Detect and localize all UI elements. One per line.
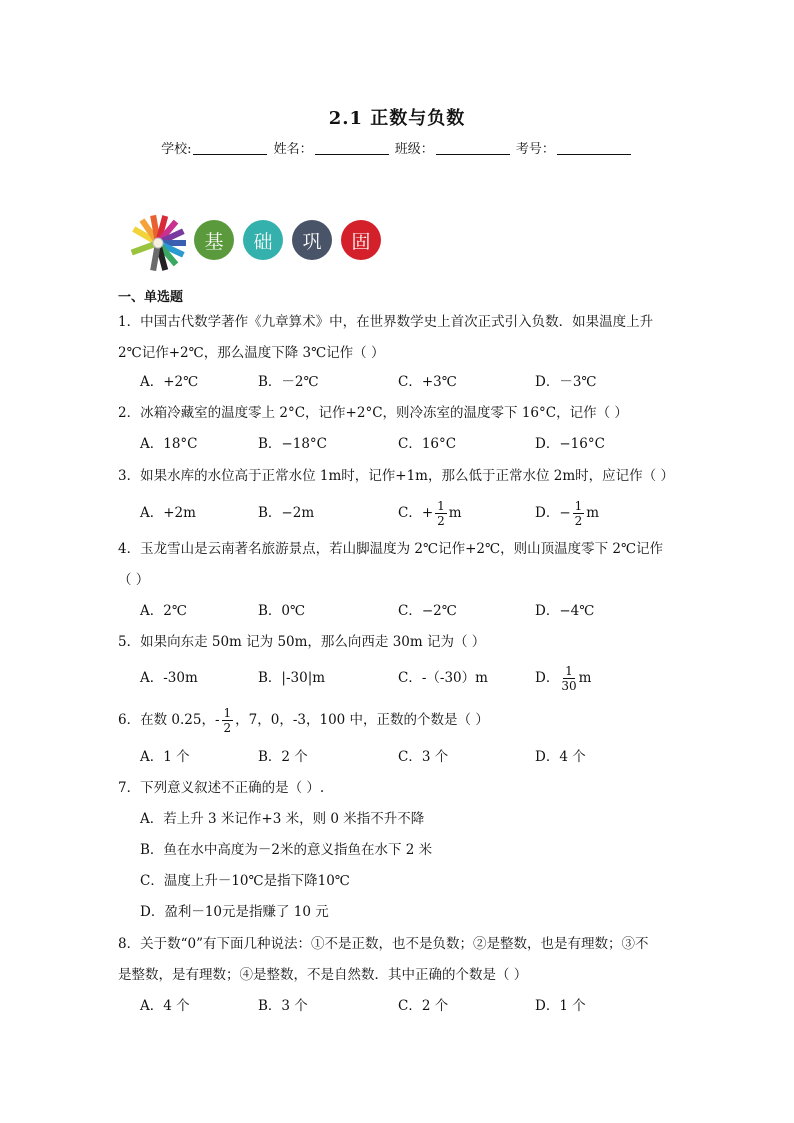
class-label: 班级： — [394, 142, 434, 157]
q4-option-a[interactable]: A．2℃ — [140, 603, 187, 619]
q2-option-a[interactable]: A．18°C — [140, 436, 198, 452]
q5-stem: 5．如果向东走 50m 记为 50m，那么向西走 30m 记为（ ） — [118, 634, 486, 650]
q8-option-c[interactable]: C．2 个 — [398, 998, 449, 1014]
q7-option-d[interactable]: D．盈利－10元是指赚了 10 元 — [140, 904, 329, 920]
student-info-line — [0, 138, 794, 157]
fraction-denominator: 2 — [574, 514, 583, 528]
foundation-banner — [128, 205, 390, 275]
q3-option-a[interactable]: A．+2m — [140, 505, 196, 521]
q7-option-a[interactable]: A．若上升 3 米记作+3 米，则 0 米指不升不降 — [140, 811, 425, 827]
q6-option-a[interactable]: A．1 个 — [140, 749, 190, 765]
q8-option-a[interactable]: A．4 个 — [140, 998, 190, 1014]
color-fan-icon — [128, 209, 190, 271]
fraction-denominator: 2 — [437, 514, 445, 528]
banner-char-2: 础 — [243, 220, 283, 260]
q4-option-d[interactable]: D．−4℃ — [535, 603, 595, 619]
q1-option-c[interactable]: C．+3℃ — [398, 374, 457, 390]
q3-option-c-prefix: C．+ — [398, 505, 434, 521]
fraction-numerator: 1 — [437, 499, 445, 513]
fraction-numerator: 1 — [565, 664, 573, 678]
q3-option-d-fraction — [573, 499, 585, 528]
q5-option-a[interactable]: A．-30m — [140, 670, 198, 686]
section-title: 一、单选题 — [118, 290, 184, 305]
q2-options — [140, 429, 680, 460]
name-label: 姓名： — [273, 142, 313, 157]
q7-option-b[interactable]: B．鱼在水中高度为－2米的意义指鱼在水下 2 米 — [140, 842, 433, 858]
q5-option-d-unit: m — [578, 670, 592, 686]
q1-stem-line2: 2℃记作+2℃，那么温度下降 3℃记作（ ） — [118, 345, 385, 361]
q5-option-d-fraction — [561, 664, 576, 693]
fraction-numerator: 1 — [223, 706, 232, 720]
q3-options — [140, 498, 680, 532]
q8-option-b[interactable]: B．3 个 — [258, 998, 308, 1014]
q3-stem: 3．如果水库的水位高于正常水位 1m时，记作+1m，那么低于正常水位 2m时，应记作（ ） — [118, 468, 674, 484]
fraction-denominator: 2 — [223, 721, 232, 735]
q7-option-c[interactable]: C．温度上升－10℃是指下降10℃ — [140, 873, 350, 889]
q5-option-d[interactable] — [535, 663, 591, 694]
q4-option-c[interactable]: C．−2℃ — [398, 603, 457, 619]
page-title: 2.1 正数与负数 — [328, 108, 466, 129]
q3-option-c-fraction — [435, 499, 447, 528]
q5-options — [140, 663, 680, 697]
q2-option-d[interactable]: D．−16°C — [535, 436, 605, 452]
q7-stem: 7．下列意义叙述不正确的是（ ）. — [118, 780, 325, 796]
q6-option-d[interactable]: D．4 个 — [535, 749, 586, 765]
q3-option-d[interactable] — [535, 498, 599, 529]
q8-options — [140, 991, 680, 1022]
q2-option-c[interactable]: C．16°C — [398, 436, 457, 452]
number-blank — [557, 142, 631, 155]
q4-option-b[interactable]: B．0℃ — [258, 603, 306, 619]
fraction-numerator: 1 — [574, 499, 583, 513]
q4-stem-line2: （ ） — [118, 572, 150, 588]
banner-char-3: 巩 — [292, 220, 332, 260]
q1-stem-line1: 1．中国古代数学著作《九章算术》中，在世界数学史上首次正式引入负数．如果温度上升 — [118, 314, 654, 330]
banner-char-1: 基 — [194, 220, 234, 260]
banner-char-4: 固 — [341, 220, 381, 260]
name-blank — [315, 142, 389, 155]
q6-fraction — [222, 706, 234, 735]
q1-option-b[interactable]: B．－2℃ — [258, 374, 319, 390]
q6-option-b[interactable]: B．2 个 — [258, 749, 308, 765]
fraction-denominator: 30 — [561, 679, 577, 693]
q4-options — [140, 596, 680, 627]
q8-option-d[interactable]: D．1 个 — [535, 998, 586, 1014]
q1-option-a[interactable]: A．+2℃ — [140, 374, 199, 390]
number-label: 考号： — [515, 142, 555, 157]
q3-option-d-unit: m — [586, 505, 600, 521]
q1-options — [140, 367, 680, 398]
school-label: 学校: — [161, 142, 192, 157]
q4-stem-line1: 4．玉龙雪山是云南著名旅游景点，若山脚温度为 2℃记作+2℃，则山顶温度零下 2℃记作 — [118, 541, 664, 557]
q1-option-d[interactable]: D．－3℃ — [535, 374, 597, 390]
school-blank — [193, 142, 267, 155]
q5-option-c[interactable]: C．-（-30）m — [398, 670, 488, 686]
q8-stem-line1: 8．关于数“0”有下面几种说法：①不是正数，也不是负数；②是整数，也是有理数；③不 — [118, 936, 649, 952]
q6-stem — [118, 705, 678, 736]
q2-option-b[interactable]: B．−18°C — [258, 436, 327, 452]
q6-option-c[interactable]: C．3 个 — [398, 749, 449, 765]
q3-option-b[interactable]: B．−2m — [258, 505, 315, 521]
q8-stem-line2: 是整数，是有理数；④是整数，不是自然数．其中正确的个数是（ ） — [118, 967, 528, 983]
q5-option-b[interactable]: B．|-30|m — [258, 670, 326, 686]
q3-option-d-prefix: D．− — [535, 505, 571, 521]
q6-stem-suffix: ，7，0，-3，100 中，正数的个数是（ ） — [235, 712, 489, 728]
q6-options — [140, 742, 680, 773]
q3-option-c-unit: m — [448, 505, 462, 521]
q3-option-c[interactable] — [398, 498, 462, 529]
q6-stem-prefix: 6．在数 0.25，- — [118, 712, 220, 728]
class-blank — [436, 142, 510, 155]
q2-stem: 2．冰箱冷藏室的温度零上 2°C，记作+2°C，则冷冻室的温度零下 16°C，记作（ ） — [118, 405, 628, 421]
q5-option-d-prefix: D． — [535, 670, 560, 686]
